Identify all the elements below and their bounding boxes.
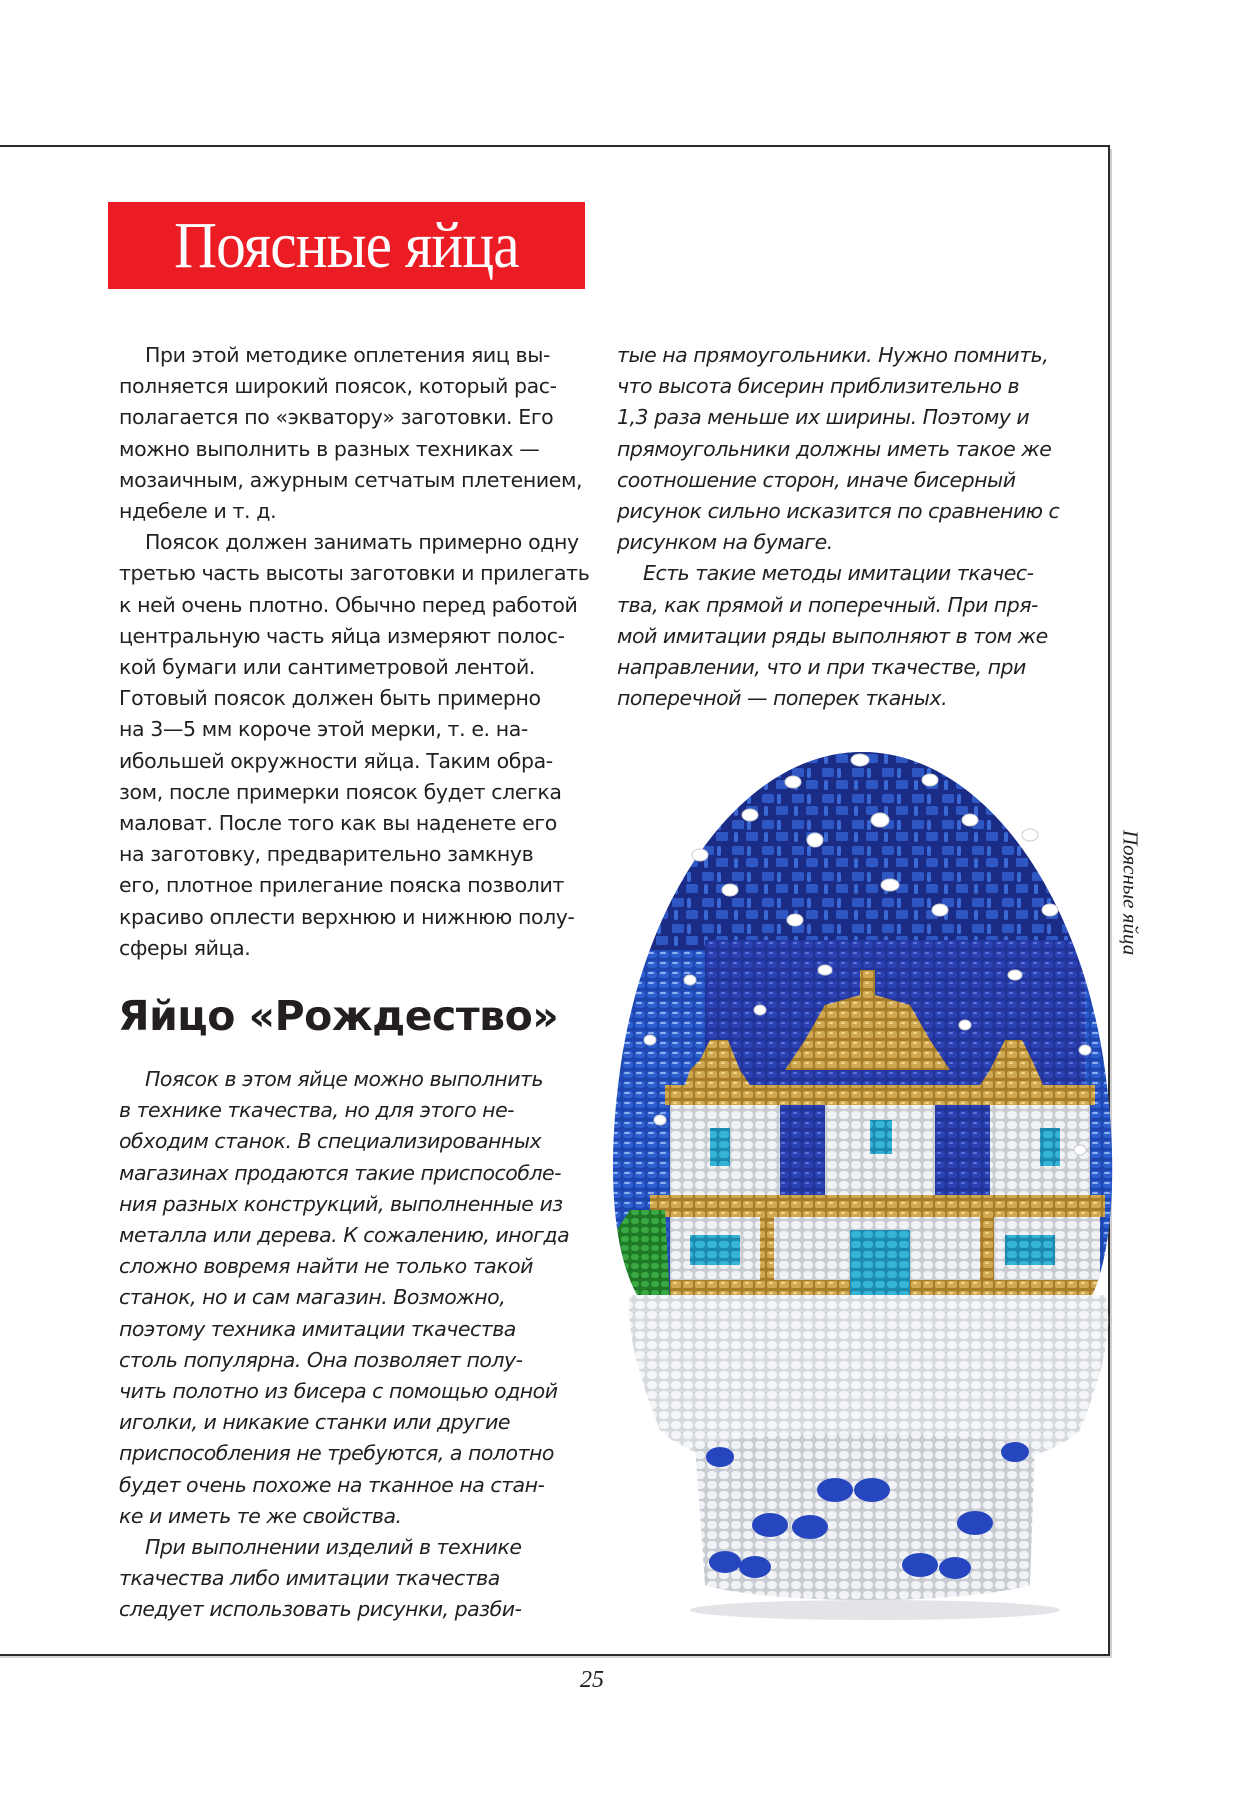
text-line: полагается по «экватору» заготовки. Его — [119, 405, 554, 430]
text-line: поэтому техника имитации ткачества — [119, 1316, 516, 1341]
paragraph — [617, 558, 1087, 714]
window — [690, 1235, 740, 1265]
text-line: При этой методике оплетения яиц вы- — [145, 343, 550, 367]
text-line: Поясок должен занимать примерно одну — [145, 530, 579, 555]
text-line: рисунок сильно исказится по сравнению с — [617, 499, 1060, 524]
running-header-text: Поясные яйца — [1118, 830, 1143, 956]
text-line: в технике ткачества, но для этого не- — [119, 1098, 515, 1123]
text-line: прямоугольники должны иметь такое же — [617, 436, 1052, 461]
church-door — [850, 1230, 910, 1300]
text-line: ке и иметь те же свойства. — [119, 1503, 402, 1528]
beaded-egg-photo — [610, 740, 1115, 1625]
text-line: станок, но и сам магазин. Возможно, — [119, 1285, 506, 1310]
left-column-section — [119, 1064, 599, 1626]
text-line: кой бумаги или сантиметровой лентой. — [119, 655, 536, 680]
text-line: маловат. После того как вы наденете его — [119, 811, 557, 836]
egg-stand — [695, 1434, 1035, 1600]
text-line: третью часть высоты заготовки и прилегать — [119, 561, 590, 586]
text-line: Поясок в этом яйце можно выполнить — [145, 1067, 544, 1091]
text-line: будет очень похоже на тканное на стан- — [119, 1472, 545, 1497]
egg-shadow — [690, 1600, 1060, 1620]
text-line: что высота бисерин приблизительно в — [617, 374, 1020, 399]
text-line: обходим станок. В специализированных — [119, 1129, 542, 1154]
text-line: ибольшей окружности яйца. Таким обра- — [119, 748, 553, 773]
text-line: на заготовку, предварительно замкнув — [119, 842, 534, 867]
right-column — [617, 340, 1087, 714]
text-line: столь популярна. Она позволяет полу- — [119, 1347, 523, 1372]
text-line: соотношение сторон, иначе бисерный — [617, 467, 1016, 492]
text-line: Есть такие методы имитации ткачес- — [643, 561, 1034, 586]
text-line: магазинах продаются такие приспособле- — [119, 1160, 562, 1185]
text-line: При выполнении изделий в технике — [145, 1535, 522, 1560]
text-line: приспособления не требуются, а полотно — [119, 1441, 554, 1466]
chapter-title — [108, 202, 585, 289]
text-line: 1,3 раза меньше их ширины. Поэтому и — [617, 405, 1030, 430]
text-line: тва, как прямой и поперечный. При пря- — [617, 592, 1038, 617]
text-line: ткачества либо имитации ткачества — [119, 1566, 500, 1591]
window — [870, 1120, 892, 1154]
paragraph — [119, 1064, 599, 1532]
paragraph — [119, 340, 589, 527]
text-line: мозаичным, ажурным сетчатым плетением, — [119, 467, 583, 492]
text-line: чить полотно из бисера с помощью одной — [119, 1379, 558, 1404]
text-line: Готовый поясок должен быть примерно — [119, 686, 541, 711]
text-line: его, плотное прилегание пояска позволит — [119, 873, 564, 898]
text-line: ндебеле и т. д. — [119, 499, 277, 524]
egg-upper-half — [610, 740, 1115, 1300]
window — [710, 1128, 730, 1166]
page-frame-shadow — [0, 1656, 1112, 1658]
text-line: следует использовать рисунки, разби- — [119, 1597, 522, 1622]
text-line: к ней очень плотно. Обычно перед работой — [119, 592, 578, 617]
paragraph — [119, 1532, 599, 1626]
text-line: на 3—5 мм короче этой мерки, т. е. на- — [119, 717, 528, 742]
paragraph — [119, 527, 589, 964]
text-line: тые на прямоугольники. Нужно помнить, — [617, 343, 1049, 367]
text-line: рисунком на бумаге. — [617, 530, 833, 555]
text-line: поперечной — поперек тканых. — [617, 686, 948, 711]
page-frame-top-rule — [0, 145, 1110, 147]
left-column-intro — [119, 340, 589, 964]
text-line: ния разных конструкций, выполненные из — [119, 1191, 563, 1216]
text-line: центральную часть яйца измеряют полос- — [119, 623, 565, 648]
text-line: металла или дерева. К сожалению, иногда — [119, 1223, 570, 1248]
chapter-title-text: Поясные яйца — [174, 208, 519, 282]
text-line: направлении, что и при ткачестве, при — [617, 655, 1026, 680]
section-heading: Яйцо «Рождество» — [118, 992, 559, 1040]
text-line: сферы яйца. — [119, 935, 251, 960]
text-line: красиво оплести верхнюю и нижнюю полу- — [119, 904, 575, 929]
text-line: сложно вовремя найти не только такой — [119, 1254, 533, 1279]
paragraph — [617, 340, 1087, 558]
window — [1005, 1235, 1055, 1265]
text-line: полняется широкий поясок, который рас- — [119, 374, 557, 399]
running-header — [1115, 830, 1145, 975]
window — [1040, 1128, 1060, 1166]
text-line: мой имитации ряды выполняют в том же — [617, 623, 1048, 648]
page-number: 25 — [580, 1667, 604, 1693]
text-line: зом, после примерки поясок будет слегка — [119, 779, 562, 804]
text-line: можно выполнить в разных техниках — — [119, 436, 540, 461]
text-line: иголки, и никакие станки или другие — [119, 1410, 511, 1435]
